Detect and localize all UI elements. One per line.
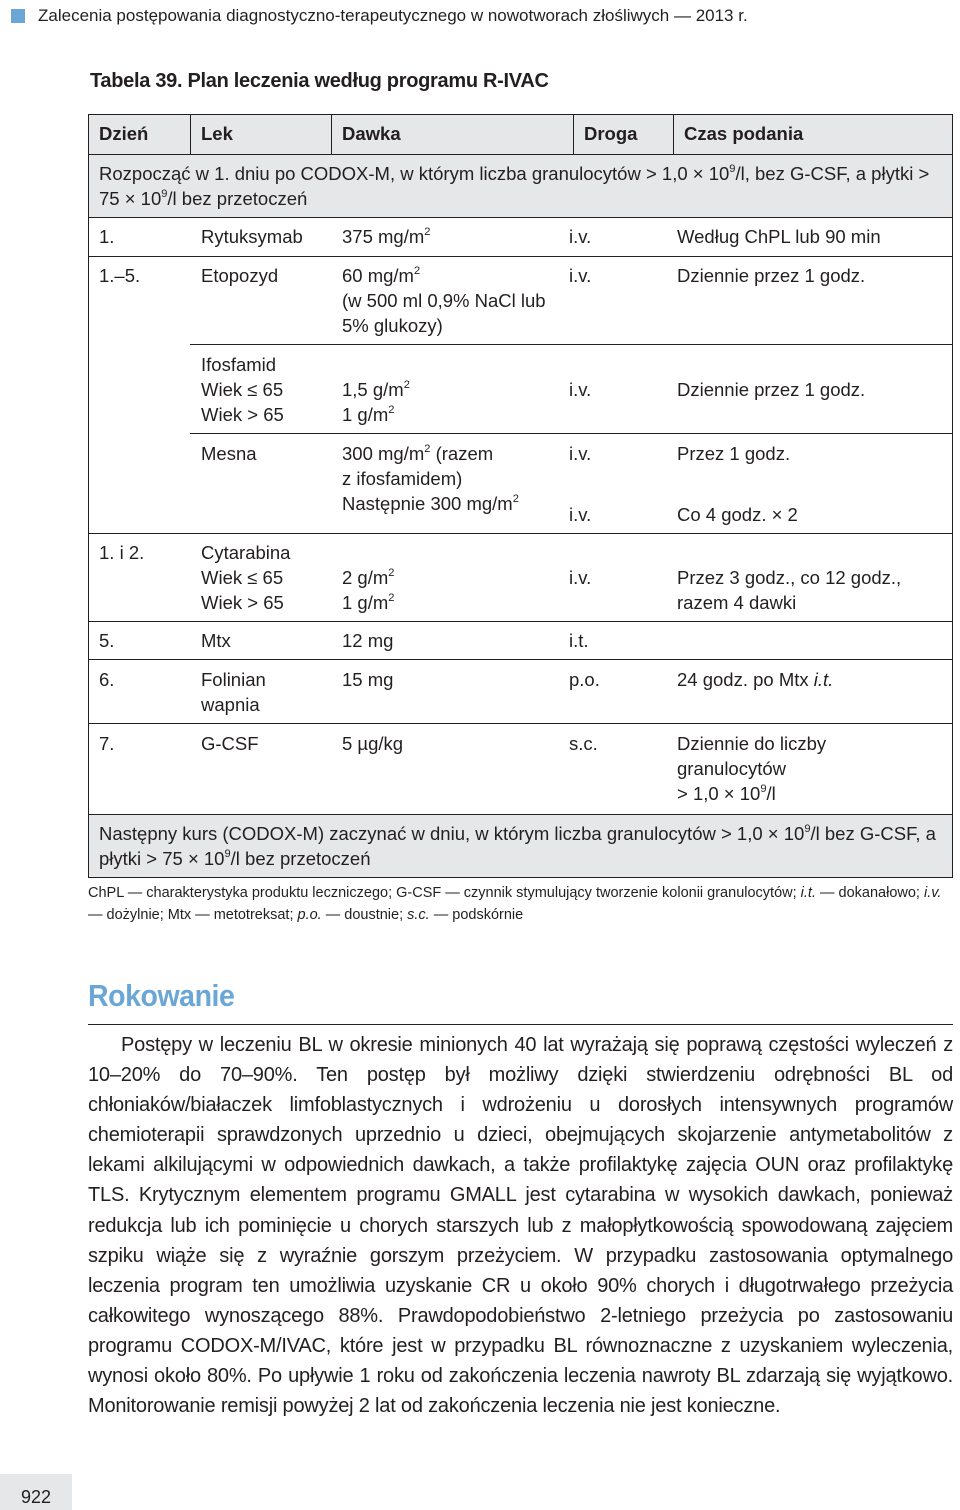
table-title: Tabela 39. Plan leczenia według programu R-IVAC: [90, 70, 549, 92]
section-divider: [88, 1024, 953, 1025]
table-cell: granulocytów: [677, 758, 787, 779]
section-heading: Rokowanie: [88, 978, 235, 1013]
table-cell: Folinian: [201, 669, 266, 690]
table-cell: 300 $mg/m^2$ (razem: [342, 443, 494, 464]
table-cell: i.v.: [569, 379, 592, 400]
table-cell: G-CSF: [201, 733, 259, 754]
table-body: [89, 218, 952, 814]
table-cell: p.o.: [569, 669, 600, 690]
table-cell: > $1,0 \times 10^9/l$: [677, 783, 776, 804]
table-cell: Dziennie przez 1 godz.: [677, 379, 866, 400]
next-course-note: Następny kurs (CODOX-M) zaczynać w dniu, w którym liczba granulocytów > $1,0 \times 10^9/l$ bez G-CSF, a płytki > $75 \times 10^9/l$ bez przetoczeń: [89, 814, 952, 877]
table-cell: 24 godz. po Mtx i.t.: [677, 669, 834, 690]
table-cell: Co 4 godz. × 2: [677, 504, 798, 525]
table-cell: Przez 1 godz.: [677, 443, 791, 464]
table-cell: Wiek ≤ 65: [201, 379, 284, 400]
col-header-dose: Dawka: [342, 123, 401, 144]
table-cell: Wiek > 65: [201, 592, 284, 613]
table-cell: 12 mg: [342, 630, 394, 651]
table-header-row: [89, 115, 952, 155]
table-cell: Przez 3 godz., co 12 godz.,: [677, 567, 902, 588]
table-cell: 1 $g/m^2$: [342, 592, 395, 613]
table-cell: Następnie 300 $mg/m^2$: [342, 493, 519, 514]
table-legend: ChPL — charakterystyka produktu leczniczego; G-CSF — czynnik stymulujący tworzenie kolonii granulocytów; i.t. — dokanałowo; i.v. — dożylnie; Mtx — metotreksat; p.o. — doustnie; s.c. — podskórnie: [88, 885, 942, 923]
table-cell: 1,5 $g/m^2$: [342, 379, 410, 400]
table-cell: 5% glukozy): [342, 315, 443, 336]
table-cell: i.v.: [569, 265, 592, 286]
table-cell: 1. i 2.: [99, 542, 145, 563]
table-cell: Mesna: [201, 443, 257, 464]
table-cell: 1 $g/m^2$: [342, 404, 395, 425]
page-number: 922: [0, 1474, 72, 1510]
table-cell: Cytarabina: [201, 542, 291, 563]
table-cell: 1.: [99, 226, 115, 247]
table-cell: 6.: [99, 669, 115, 690]
section-paragraph: Postępy w leczeniu BL w okresie minionych 40 lat wyrażają się poprawą częstości wyleczeń z 10–20% do 70–90%. Ten postęp był możliwy dzięki stwierdzeniu odrębności BL od chłoniaków/białaczek limfoblastycznych i wdrożeniu u dorosłych intensywnych programów chemioterapii sprawdzonych uprzednio u dzieci, obejmujących skojarzenie antymetabolitów z lekami alkilującymi w odpowiednich dawkach, a także profilaktykę zajęcia OUN oraz profilaktykę TLS. Krytycznym elementem programu GMALL jest cytarabina w wysokich dawkach, ponieważ redukcja lub ich pominięcie u chorych starszych lub z małopłytkowością spowodowaną zajęciem szpiku wiąże się z wyraźnie gorszym przeżyciem. W przypadku zastosowania optymalnego leczenia program ten umożliwia uzyskanie CR u około 90% chorych i długotrwałego przeżycia całkowitego wynoszącego 88%. Prawdopodobieństwo 2-letniego przeżycia po zastosowaniu programu CODOX-M/IVAC, które jest w przypadku BL równoznaczne z uzyskaniem wyleczenia, wynosi około 80%. Po upływie 1 roku od zakończenia leczenia nawroty BL zdarzają się wyjątkowo. Monitorowanie remisji powyżej 2 lat od zakończenia leczenia nie jest konieczne.: [88, 1034, 953, 1418]
table-cell: Rytuksymab: [201, 226, 303, 247]
table-cell: 5 µg/kg: [342, 733, 404, 754]
table-cell: 5.: [99, 630, 115, 651]
table-cell: 60 $mg/m^2$: [342, 265, 421, 286]
table-cell: i.v.: [569, 226, 592, 247]
table-cell: 375 $mg/m^2$: [342, 226, 431, 247]
table-cell: Dziennie przez 1 godz.: [677, 265, 866, 286]
table-cell: Według ChPL lub 90 min: [677, 226, 881, 247]
table-cell: i.v.: [569, 504, 592, 525]
table-cell: i.v.: [569, 567, 592, 588]
table-cell: (w 500 ml 0,9% NaCl lub: [342, 290, 546, 311]
table-cell: razem 4 dawki: [677, 592, 797, 613]
table-cell: s.c.: [569, 733, 598, 754]
table-cell: i.t.: [569, 630, 589, 651]
table-cell: 7.: [99, 733, 115, 754]
table-cell: z ifosfamidem): [342, 468, 463, 489]
table-cell: 1.–5.: [99, 265, 141, 286]
table-cell: wapnia: [201, 694, 260, 715]
running-header: [11, 4, 748, 28]
col-header-time: Czas podania: [684, 123, 804, 144]
treatment-table: [88, 114, 953, 878]
table-cell: Mtx: [201, 630, 231, 651]
col-header-day: Dzień: [99, 123, 149, 144]
table-cell: 15 mg: [342, 669, 394, 690]
table-cell: i.v.: [569, 443, 592, 464]
table-cell: Etopozyd: [201, 265, 279, 286]
col-header-route: Droga: [584, 123, 638, 144]
header-square-icon: [11, 9, 25, 23]
table-cell: Wiek ≤ 65: [201, 567, 284, 588]
table-cell: 2 $g/m^2$: [342, 567, 395, 588]
table-cell: Dziennie do liczby: [677, 733, 827, 754]
start-condition-note: Rozpocząć w 1. dniu po CODOX-M, w którym liczba granulocytów > $1,0 \times 10^9/l$, bez G-CSF, a płytki > $75 \times 10^9/l$ bez przetoczeń: [89, 155, 952, 218]
table-cell: Ifosfamid: [201, 354, 277, 375]
header-text: Zalecenia postępowania diagnostyczno-terapeutycznego w nowotworach złośliwych — 2013 r.: [38, 6, 748, 25]
table-cell: Wiek > 65: [201, 404, 284, 425]
col-header-drug: Lek: [201, 123, 233, 144]
